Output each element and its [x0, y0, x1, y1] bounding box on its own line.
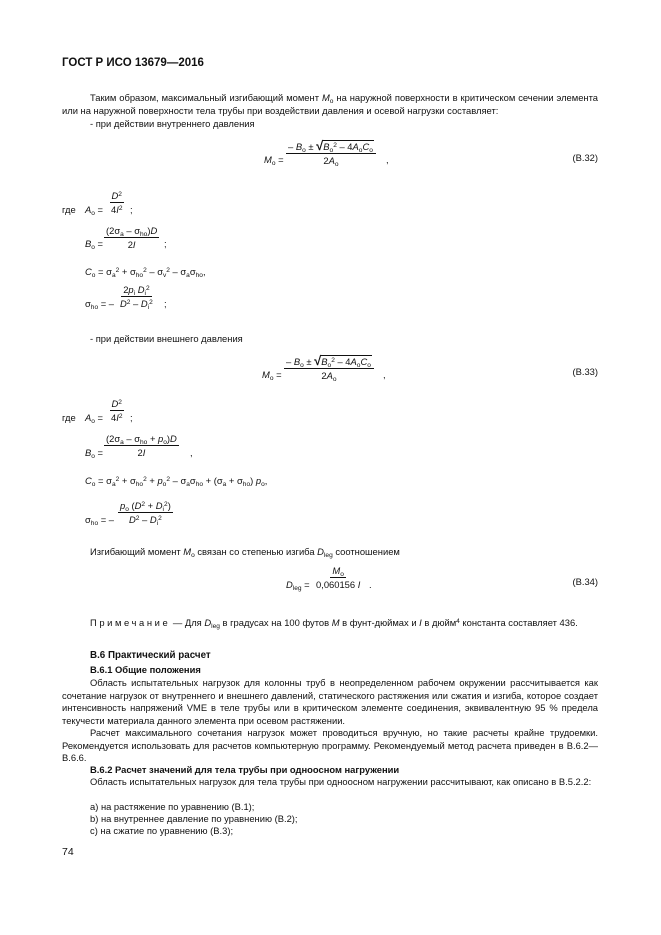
document-header: ГОСТ Р ИСО 13679—2016 [62, 57, 204, 69]
list-item: b) на внутреннее давление по уравнению (B.2); [90, 813, 298, 824]
section-b61-title: B.6.1 Общие положения [90, 664, 201, 675]
note: Примечание — Для $D_{leg}$ в градусах на 100 футов M в фунт-дюймах и I в дюйм$^4$ константа составляет 436. [90, 617, 578, 630]
equation-number-b32: (B.32) [572, 152, 598, 163]
equation-number-b34: (B.34) [572, 576, 598, 587]
section-b62-title: B.6.2 Расчет значений для тела трубы при одноосном нагружении [90, 764, 400, 775]
section-b61-para2: Расчет максимального сочетания нагрузок может проводиться вручную, но такие расчеты крайне трудоемки. Рекомендуется использовать для расчетов компьютерную программу. Рекомендуемый метод расчета приведен в B.6.2—B.6.6. [62, 727, 598, 764]
intro-paragraph: Таким образом, максимальный изгибающий момент $M_o$ на наружной поверхности в критическом сечении элемента или на наружной поверхности тела трубы при воздействии давления и осевой нагрузки составляет: [62, 92, 599, 116]
internal-pressure-label: - при действии внутреннего давления [90, 118, 255, 129]
page-number: 74 [62, 846, 74, 858]
list-item: a) на растяжение по уравнению (B.1); [90, 801, 255, 812]
list-item: c) на сжатие по уравнению (B.3); [90, 825, 234, 836]
section-b61-para1: Область испытательных нагрузок для колонны труб в неопределенном рабочем окружении рассчитывается как сочетание нагрузок от внутреннего и внешнего давлений, статического растяжения или сжатия и изгиба, которое создает интенсивность напряжений VME в теле трубы или в критическом элементе соединения, эквивалентную 95 % предела текучести материала данного элемента при осевом растяжении. [62, 677, 598, 726]
equation-number-b33: (B.33) [572, 366, 598, 377]
section-b6-title: B.6 Практический расчет [90, 650, 211, 661]
bending-moment-text: Изгибающий момент $M_o$ связан со степенью изгиба $D_{leg}$ соотношением [90, 546, 400, 559]
external-pressure-label: - при действии внешнего давления [90, 333, 243, 344]
section-b62-para: Область испытательных нагрузок для тела трубы при одноосном нагружении рассчитывают, как описано в B.5.2.2: [90, 776, 592, 787]
